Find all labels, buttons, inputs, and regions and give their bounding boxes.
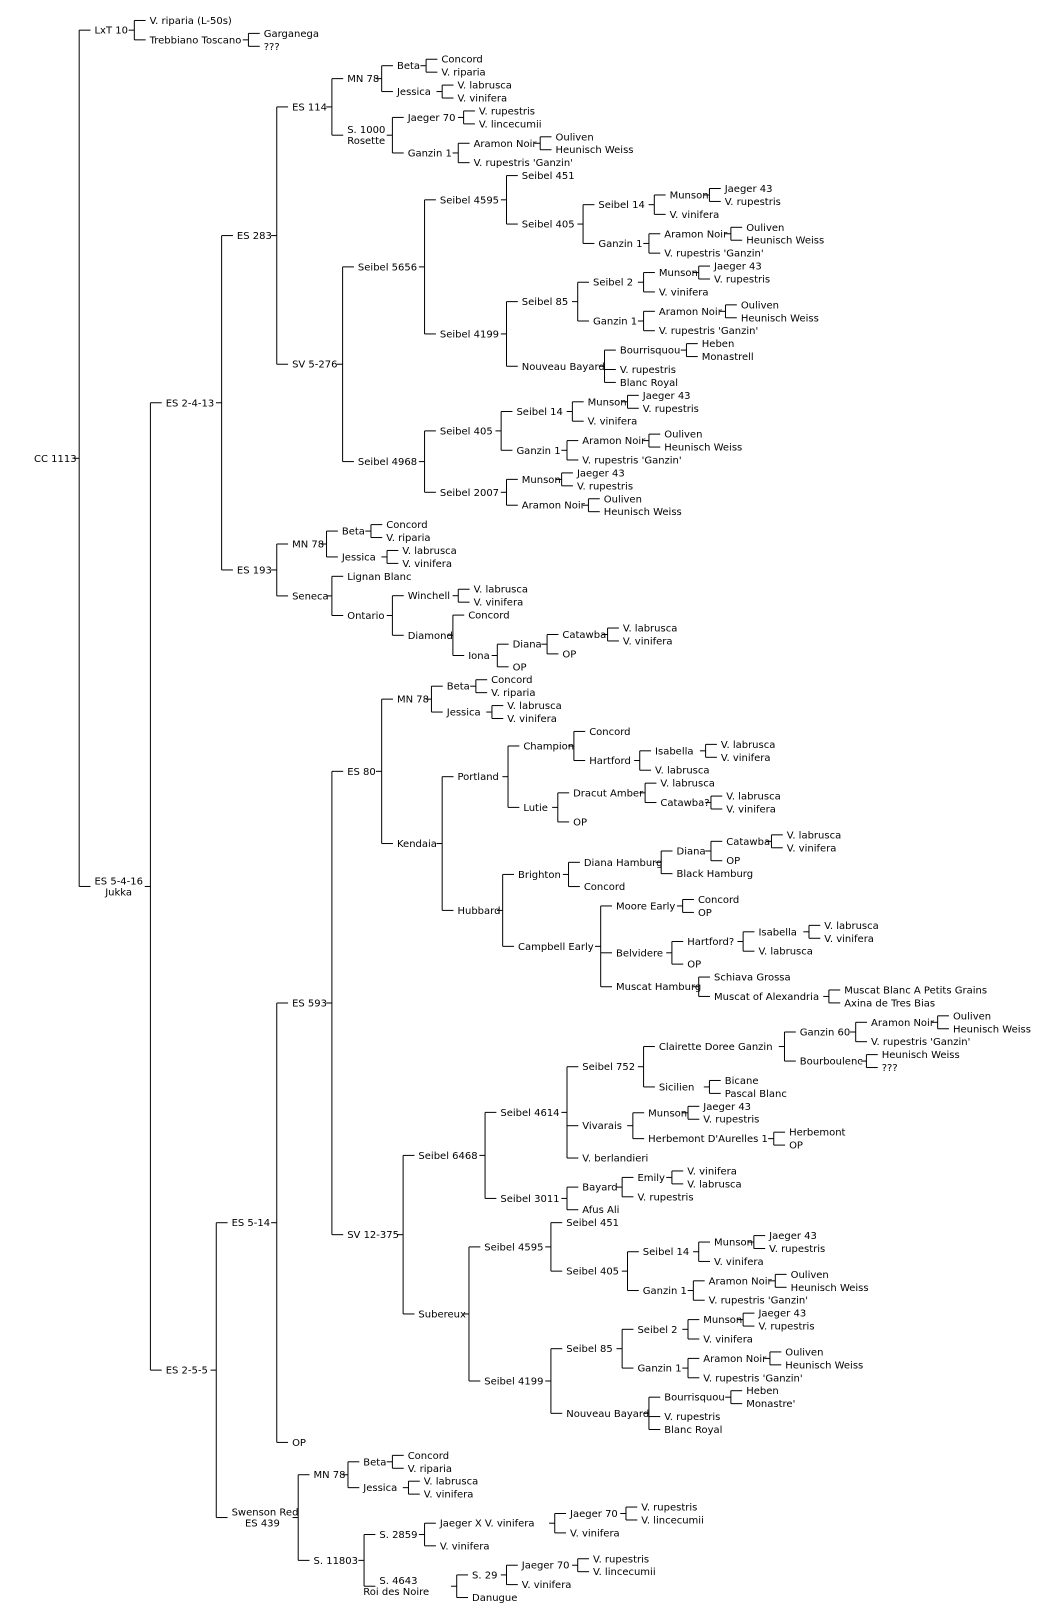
node-sv-12-375-154: SV 12-375 [347,1230,400,1242]
node-v-rupestris-237: V. rupestris [593,1554,650,1566]
node-munson-62: Munson [587,397,627,409]
node-es-2-5-5-101: ES 2-5-5 [165,1365,208,1377]
node-seibel-451-29: Seibel 451 [521,171,575,183]
node-v-vinifera-119: V. vinifera [720,752,771,764]
node-v-labrusca-145: V. labrusca [824,920,879,932]
node-sv-5-276-26: SV 5-276 [292,359,338,371]
node-seibel-2-201: Seibel 2 [637,1324,678,1336]
node-axina-de-tres-bias-153: Axina de Tres Bias [844,998,936,1010]
node-v-vinifera-65: V. vinifera [587,416,638,428]
node-v-vinifera-232: V. vinifera [570,1528,620,1540]
node-s-1000-rosette-17: S. 1000 Rosette [347,125,386,148]
node-bicane-168: Bicane [724,1075,759,1087]
node-munson-32: Munson [669,190,709,202]
node-heunisch-weiss-39: Heunisch Weiss [746,235,825,247]
node-champion-114: Champion [523,741,575,753]
node-v-rupestris-74: V. rupestris [576,481,634,493]
node-bourrisquou-54: Bourrisquou [619,345,681,357]
node-nouveau-bayard-53: Nouveau Bayard [521,361,605,373]
node-clairette-doree-ganzin-158: Clairette Doree Ganzin [658,1042,773,1054]
node-aramon-noir-22: Aramon Noir [473,138,537,150]
node-ouliven-68: Ouliven [664,429,703,441]
node-concord-221: Concord [407,1450,450,1462]
node-danugue-240: Danugue [472,1593,518,1605]
node-v-rupestris-215: V. rupestris [664,1412,721,1424]
node-concord-93: Concord [468,610,510,622]
node-v-rupestris-ganzin-25: V. rupestris 'Ganzin' [473,158,573,170]
node-nouveau-bayard-211: Nouveau Bayard [566,1408,650,1420]
node-ganzin-1-206: Ganzin 1 [637,1363,682,1375]
node-ganzin-1-194: Ganzin 1 [642,1286,687,1298]
node-munson-44: Munson [658,268,698,280]
node-hartford-143: Hartford? [687,937,735,948]
node-trebbiano-toscano-3: Trebbiano Toscano [149,35,242,47]
node-ouliven-38: Ouliven [746,222,785,234]
node-seibel-405-60: Seibel 405 [439,426,493,438]
node-ouliven-50: Ouliven [740,300,780,312]
node-mn-78-105: MN 78 [396,694,430,706]
node-es-2-4-13-7: ES 2-4-13 [165,398,215,410]
node-ouliven-196: Ouliven [790,1269,829,1281]
node-lignan-blanc-87: Lignan Blanc [347,571,412,583]
node-v-vinifera-85: V. vinifera [402,558,452,570]
node-v-labrusca-182: V. labrusca [687,1179,742,1191]
node-concord-12: Concord [441,54,483,66]
node-v-rupestris-57: V. rupestris [619,364,676,376]
node-v-vinifera-233: V. vinifera [439,1541,490,1553]
node-garganega-4: Garganega [263,28,320,40]
node-heunisch-weiss-162: Heunisch Weiss [952,1024,1031,1036]
node-munson-202: Munson [703,1315,743,1327]
node-concord-107: Concord [491,675,533,687]
node-v-rupestris-46: V. rupestris [714,274,771,286]
node-jaeger-43-63: Jaeger 43 [642,390,691,402]
node-schiava-grossa-150: Schiava Grossa [714,972,791,984]
node-v-berlandieri-177: V. berlandieri [582,1153,649,1165]
node-heunisch-weiss-77: Heunisch Weiss [603,507,682,519]
node-herbemont-175: Herbemont [789,1127,846,1139]
node-seibel-4199-41: Seibel 4199 [439,329,500,341]
node-black-hamburg-136: Black Hamburg [676,869,754,881]
node-aramon-noir-49: Aramon Noir [658,306,722,318]
node-heben-55: Heben [701,339,735,351]
node-belvidere-142: Belvidere [616,948,664,960]
node-v-vinifera-16: V. vinifera [457,93,508,105]
node-jaeger-43-172: Jaeger 43 [703,1101,752,1113]
node-ganzin-1-36: Ganzin 1 [598,238,643,250]
node-vivarais-170: Vivarais [582,1121,622,1133]
node-lutie-121: Lutie [523,802,548,814]
node-beta-106: Beta [446,681,470,693]
node-hubbard-128: Hubbard [457,905,501,917]
node-moore-early-139: Moore Early [616,901,676,913]
node-es-5-4-16-jukka-6: ES 5-4-16 Jukka [94,876,144,899]
node-seibel-85-42: Seibel 85 [521,297,569,309]
node-jaeger-70-18: Jaeger 70 [407,112,456,124]
node-seneca-86: Seneca [292,591,329,603]
node-brighton-129: Brighton [517,869,561,881]
node-op-127: OP [573,817,588,829]
node-beta-220: Beta [363,1457,387,1469]
node-v-vinifera-146: V. vinifera [824,933,874,945]
node-munson-72: Munson [521,474,561,486]
node-op-135: OP [726,856,741,868]
node-v-rupestris-ganzin-210: V. rupestris 'Ganzin' [703,1373,803,1385]
node-op-148: OP [687,959,702,971]
node-seibel-2007-71: Seibel 2007 [439,487,500,499]
node-v-rupestris-173: V. rupestris [703,1114,760,1126]
node-v-labrusca-84: V. labrusca [402,545,457,557]
node-catawba-124: Catawba? [660,798,710,810]
node-seibel-2-43: Seibel 2 [593,277,634,289]
node-seibel-14-31: Seibel 14 [598,200,645,212]
node-bourrisquou-212: Bourrisquou [664,1392,725,1404]
node-v-labrusca-224: V. labrusca [423,1476,479,1488]
node-bayard-179: Bayard [582,1182,618,1194]
node-iona-94: Iona [468,650,490,662]
node-blanc-royal-216: Blanc Royal [664,1424,723,1436]
node-ganzin-60-159: Ganzin 60 [799,1027,851,1039]
node--5: ??? [263,41,280,53]
node-afus-ali-184: Afus Ali [582,1205,620,1217]
node-beta-80: Beta [341,526,365,538]
node-v-labrusca-120: V. labrusca [655,765,710,777]
node-v-rupestris-ganzin-40: V. rupestris 'Ganzin' [664,248,764,260]
node-v-rupestris-204: V. rupestris [758,1321,815,1333]
node-v-rupestris-230: V. rupestris [641,1502,698,1514]
node-seibel-5656-27: Seibel 5656 [357,262,418,274]
node-v-lincecumii-238: V. lincecumii [593,1567,656,1579]
node-jessica-83: Jessica [341,552,376,564]
node-winchell-89: Winchell [407,591,451,603]
node-herbemont-daurelles-1-174: Herbemont D'Aurelles 1 [648,1134,768,1146]
node-jaeger-43-73: Jaeger 43 [576,468,625,480]
node-ouliven-76: Ouliven [603,494,642,506]
node-jessica-14: Jessica [396,87,431,99]
node-v-labrusca-118: V. labrusca [720,739,776,751]
node-diana-95: Diana [512,639,542,651]
node-emily-180: Emily [637,1172,665,1184]
node-jaeger-70-229: Jaeger 70 [570,1509,618,1521]
node-dracut-amber-122: Dracut Amber [573,788,644,800]
node-diana-hamburg-130: Diana Hamburg [583,857,663,869]
node-v-labrusca-125: V. labrusca [726,791,781,803]
node-seibel-6468-155: Seibel 6468 [418,1150,478,1162]
node-jaeger-x-v-vinifera-228: Jaeger X V. vinifera [439,1518,535,1530]
node-v-riparia-13: V. riparia [441,67,486,79]
node-kendaia-112: Kendaia [396,839,437,851]
node-ganzin-1-66: Ganzin 1 [516,445,561,457]
node-es-5-14-102: ES 5-14 [231,1218,271,1230]
node-v-rupestris-ganzin-52: V. rupestris 'Ganzin' [658,326,759,338]
node-catawba-96: Catawba [562,629,607,641]
node-seibel-4968-59: Seibel 4968 [357,457,418,469]
node-v-vinifera-205: V. vinifera [703,1334,753,1346]
node-es-193-78: ES 193 [236,565,272,577]
node-seibel-4199-199: Seibel 4199 [484,1376,544,1388]
node-aramon-noir-195: Aramon Noir [708,1276,772,1288]
node-mn-78-10: MN 78 [347,74,380,86]
node-swenson-red-es-439-218: Swenson Red ES 439 [231,1507,299,1530]
node-jessica-109: Jessica [446,707,481,719]
node-v-lincecumii-20: V. lincecumii [478,119,542,131]
node-seibel-14-189: Seibel 14 [642,1247,690,1259]
node-aramon-noir-207: Aramon Noir [703,1353,767,1365]
node-heunisch-weiss-69: Heunisch Weiss [664,442,743,454]
node-muscat-hamburg-149: Muscat Hamburg [616,982,702,994]
node-ouliven-208: Ouliven [785,1347,824,1359]
node-v-rupestris-183: V. rupestris [637,1192,694,1204]
node-v-labrusca-90: V. labrusca [473,584,529,596]
node-seibel-4595-186: Seibel 4595 [484,1242,544,1254]
node-seibel-4614-156: Seibel 4614 [500,1107,560,1119]
node-jaeger-43-33: Jaeger 43 [724,184,773,196]
node-jaeger-43-45: Jaeger 43 [714,261,762,273]
node-v-riparia-108: V. riparia [491,688,536,700]
node-v-vinifera-181: V. vinifera [687,1166,737,1178]
node-seibel-405-30: Seibel 405 [521,219,575,231]
node-aramon-noir-67: Aramon Noir [582,436,646,448]
node-portland-113: Portland [457,772,499,784]
node-blanc-royal-58: Blanc Royal [619,377,679,389]
node--166: ??? [881,1063,898,1075]
node-heunisch-weiss-165: Heunisch Weiss [881,1050,960,1062]
node-v-rupestris-ganzin-70: V. rupestris 'Ganzin' [582,455,682,467]
node-seibel-3011-178: Seibel 3011 [500,1193,560,1205]
node-seibel-14-61: Seibel 14 [516,407,563,418]
node-v-vinifera-47: V. vinifera [658,287,709,299]
node-v-labrusca-133: V. labrusca [786,830,842,842]
node-heunisch-weiss-197: Heunisch Weiss [790,1282,869,1294]
node-es-593-103: ES 593 [292,998,328,1010]
node-es-80-104: ES 80 [347,766,376,778]
node-muscat-blanc-a-petits-grains-152: Muscat Blanc A Petits Grains [844,985,988,997]
node-s-11803-226: S. 11803 [313,1555,359,1567]
node-ouliven-23: Ouliven [555,132,594,144]
node-ganzin-1-48: Ganzin 1 [593,316,638,328]
node-ontario-88: Ontario [347,611,385,623]
node-v-rupestris-64: V. rupestris [642,403,699,415]
node-v-rupestris-ganzin-163: V. rupestris 'Ganzin' [871,1037,971,1049]
node-s-4643-roi-des-noire-234: S. 4643 Roi des Noire [363,1576,430,1599]
node-s-29-235: S. 29 [472,1570,498,1582]
node-concord-115: Concord [589,726,631,738]
node-isabella-144: Isabella [758,927,797,939]
node-jaeger-43-191: Jaeger 43 [769,1231,817,1243]
node-heunisch-weiss-209: Heunisch Weiss [785,1360,864,1372]
node-v-vinifera-126: V. vinifera [726,804,776,816]
node-v-labrusca-110: V. labrusca [507,701,562,713]
node-seibel-4595-28: Seibel 4595 [439,195,500,207]
node-v-labrusca-123: V. labrusca [660,778,715,790]
node-es-283-8: ES 283 [236,231,272,243]
node-heunisch-weiss-24: Heunisch Weiss [555,145,634,157]
node-op-217: OP [292,1437,306,1449]
node-v-riparia-222: V. riparia [407,1463,453,1475]
node-aramon-noir-75: Aramon Noir [521,500,585,512]
node-v-rupestris-ganzin-198: V. rupestris 'Ganzin' [708,1295,809,1307]
node-heunisch-weiss-51: Heunisch Weiss [740,313,819,325]
node-v-vinifera-111: V. vinifera [507,714,557,726]
node-v-riparia-82: V. riparia [386,533,431,545]
node-jaeger-43-203: Jaeger 43 [758,1308,807,1320]
node-v-vinifera-239: V. vinifera [521,1580,572,1592]
node-aramon-noir-37: Aramon Noir [664,229,728,241]
node-pascal-blanc-169: Pascal Blanc [724,1088,787,1100]
node-ouliven-161: Ouliven [952,1011,992,1023]
node-v-labrusca-147: V. labrusca [758,946,813,958]
node-bourboulenc-164: Bourboulenc [799,1056,863,1068]
node-v-vinifera-193: V. vinifera [714,1256,764,1268]
node-v-labrusca-15: V. labrusca [457,80,512,92]
node-v-riparia-l-50s-2: V. riparia (L-50s) [149,15,232,27]
node-beta-11: Beta [396,61,421,73]
node-v-vinifera-35: V. vinifera [669,209,720,221]
node-mn-78-79: MN 78 [292,539,325,551]
node-v-vinifera-134: V. vinifera [786,843,837,855]
node-lxt-10-1: LxT 10 [94,25,129,37]
node-v-lincecumii-231: V. lincecumii [641,1515,704,1527]
node-catawba-132: Catawba [726,836,771,848]
node-subereux-185: Subereux [418,1309,466,1321]
node-concord-81: Concord [386,520,428,532]
node-campbell-early-138: Campbell Early [517,941,594,953]
node-jaeger-70-236: Jaeger 70 [521,1560,570,1572]
node-heben-213: Heben [746,1386,779,1398]
node-diana-131: Diana [676,846,706,858]
node-cc-1113-0: CC 1113 [34,453,77,465]
node-munson-190: Munson [714,1237,754,1249]
node-s-2859-227: S. 2859 [379,1530,418,1542]
node-sicilien-167: Sicilien [658,1082,695,1094]
node-op-176: OP [789,1140,803,1152]
node-aramon-noir-160: Aramon Noir [871,1017,934,1029]
node-v-vinifera-91: V. vinifera [473,597,524,609]
node-v-rupestris-34: V. rupestris [724,196,781,208]
node-v-vinifera-98: V. vinifera [622,636,673,648]
node-es-114-9: ES 114 [292,102,328,114]
node-seibel-451-187: Seibel 451 [566,1218,620,1230]
node-seibel-752-157: Seibel 752 [582,1062,636,1074]
node-seibel-405-188: Seibel 405 [566,1266,620,1278]
node-concord-137: Concord [583,882,626,894]
node-ganzin-1-21: Ganzin 1 [407,148,452,160]
node-hartford-116: Hartford [589,756,631,768]
node-v-labrusca-97: V. labrusca [622,623,678,635]
node-op-100: OP [512,662,527,674]
node-jessica-223: Jessica [363,1483,398,1495]
node-op-141: OP [697,907,712,919]
node-concord-140: Concord [697,894,740,906]
node-v-rupestris-19: V. rupestris [478,106,536,118]
node-diamond-92: Diamond [407,630,453,642]
node-v-vinifera-225: V. vinifera [423,1489,474,1501]
node-isabella-117: Isabella [655,746,694,758]
node-monastre-214: Monastre' [746,1399,796,1411]
node-monastrell-56: Monastrell [701,352,754,364]
node-seibel-85-200: Seibel 85 [566,1344,613,1356]
node-op-99: OP [562,649,577,661]
node-mn-78-219: MN 78 [313,1470,346,1482]
node-muscat-of-alexandria-151: Muscat of Alexandria [714,991,820,1003]
node-v-rupestris-192: V. rupestris [769,1244,826,1256]
node-munson-171: Munson [648,1108,688,1120]
